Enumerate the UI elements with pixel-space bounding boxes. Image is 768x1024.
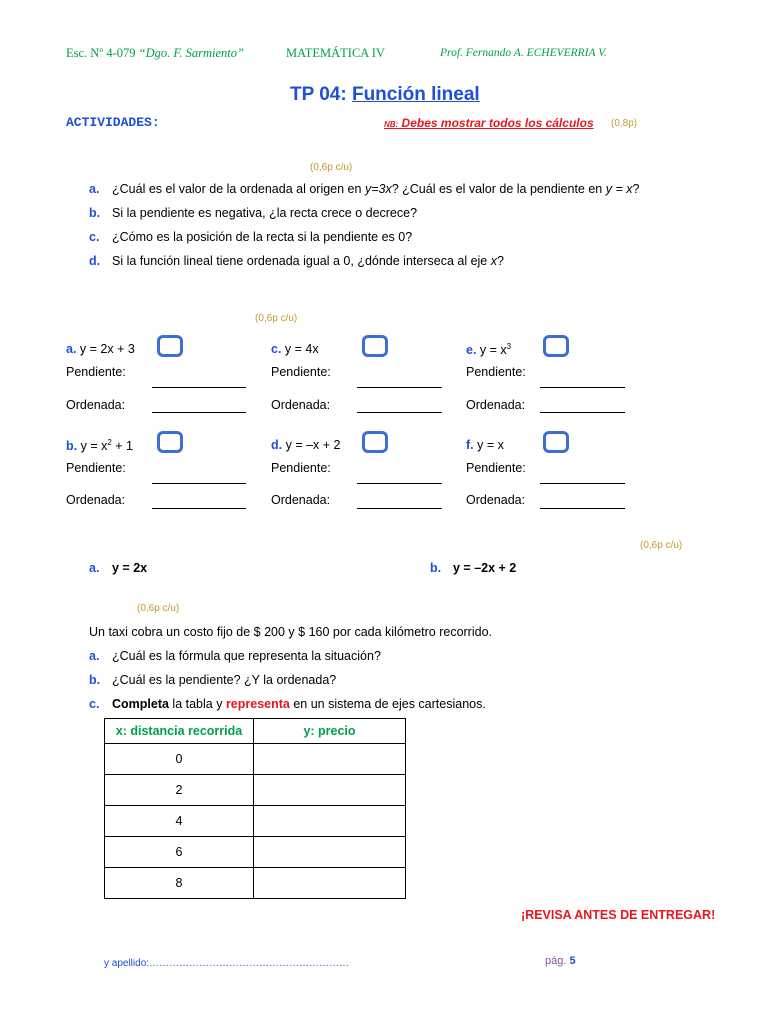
subject-name: MATEMÁTICA IV (286, 46, 385, 60)
slope-answer-line-f[interactable] (540, 483, 625, 484)
slope-label: Pendiente: (466, 461, 526, 475)
section3-points: (0,6p c/u) (640, 540, 683, 551)
question-d: d. Si la función lineal tiene ordenada igual a 0, ¿dónde interseca al eje x? (89, 254, 504, 268)
function-f: f. y = x (466, 438, 504, 452)
table-cell-y[interactable] (254, 775, 406, 806)
intercept-label: Ordenada: (66, 398, 126, 412)
function-c: c. y = 4x (271, 342, 319, 356)
intercept-answer-line-c[interactable] (357, 412, 442, 413)
intercept-label: Ordenada: (466, 493, 526, 507)
school-name: Esc. Nº 4-079 “Dgo. F. Sarmiento” (66, 46, 244, 60)
section2-points: (0,6p c/u) (255, 313, 298, 324)
slope-answer-line-e[interactable] (540, 387, 625, 388)
table-cell-x: 0 (105, 744, 254, 775)
table-header-row (105, 719, 406, 744)
answer-checkbox-d[interactable] (362, 431, 388, 453)
function-a: a. y = 2x + 3 (66, 342, 135, 356)
column-header-x: x: distancia recorrida (105, 719, 254, 744)
note-points: (0,8p) (611, 118, 638, 129)
page-title: TP 04: Función lineal (290, 84, 480, 105)
slope-answer-line-b[interactable] (152, 483, 246, 484)
table-cell-y[interactable] (254, 806, 406, 837)
intercept-answer-line-a[interactable] (152, 412, 246, 413)
taxi-table (104, 718, 406, 899)
question-a: a. ¿Cuál es el valor de la ordenada al origen en y=3x? ¿Cuál es el valor de la pendiente en y = x? (89, 182, 640, 196)
calculation-note: NB: Debes mostrar todos los cálculos (384, 116, 594, 130)
table-row (105, 868, 406, 899)
section1-points: (0,6p c/u) (310, 162, 353, 173)
table-cell-x: 2 (105, 775, 254, 806)
answer-checkbox-e[interactable] (543, 335, 569, 357)
intercept-label: Ordenada: (271, 398, 331, 412)
table-cell-y[interactable] (254, 868, 406, 899)
taxi-question-a: a. ¿Cuál es la fórmula que representa la situación? (89, 649, 381, 663)
slope-answer-line-d[interactable] (357, 483, 442, 484)
slope-answer-line-a[interactable] (152, 387, 246, 388)
answer-checkbox-a[interactable] (157, 335, 183, 357)
taxi-question-c: c. Completa la tabla y representa en un sistema de ejes cartesianos. (89, 697, 486, 711)
activities-label: ACTIVIDADES: (66, 115, 160, 130)
review-reminder: ¡REVISA ANTES DE ENTREGAR! (521, 908, 716, 922)
intercept-answer-line-f[interactable] (540, 508, 625, 509)
function-b: b. $y = x^2 + 1$ (66, 438, 133, 454)
table-row (105, 744, 406, 775)
answer-checkbox-b[interactable] (157, 431, 183, 453)
slope-label: Pendiente: (66, 365, 126, 379)
table-cell-x: 8 (105, 868, 254, 899)
question-b: b. Si la pendiente es negativa, ¿la recta crece o decrece? (89, 206, 418, 220)
slope-label: Pendiente: (271, 365, 331, 379)
function-e: e. $y = x^3$ (466, 342, 512, 358)
answer-checkbox-f[interactable] (543, 431, 569, 453)
table-row (105, 837, 406, 868)
page-number: pág. 5 (545, 955, 576, 967)
teacher-name: Prof. Fernando A. ECHEVERRIA V. (440, 47, 607, 59)
question-c: c. ¿Cómo es la posición de la recta si la pendiente es 0? (89, 230, 413, 244)
name-field[interactable]: y apellido:…………………………………………………… (104, 958, 350, 969)
answer-checkbox-c[interactable] (362, 335, 388, 357)
intercept-label: Ordenada: (66, 493, 126, 507)
table-cell-x: 6 (105, 837, 254, 868)
table-cell-y[interactable] (254, 744, 406, 775)
intercept-answer-line-d[interactable] (357, 508, 442, 509)
intercept-answer-line-b[interactable] (152, 508, 246, 509)
table-cell-y[interactable] (254, 837, 406, 868)
graph-function-b: b. y = –2x + 2 (430, 561, 517, 575)
intercept-answer-line-e[interactable] (540, 412, 625, 413)
intercept-label: Ordenada: (466, 398, 526, 412)
intercept-label: Ordenada: (271, 493, 331, 507)
slope-answer-line-c[interactable] (357, 387, 442, 388)
column-header-y: y: precio (254, 719, 406, 744)
slope-label: Pendiente: (271, 461, 331, 475)
taxi-question-b: b. ¿Cuál es la pendiente? ¿Y la ordenada? (89, 673, 337, 687)
table-cell-x: 4 (105, 806, 254, 837)
table-row (105, 775, 406, 806)
table-row (105, 806, 406, 837)
slope-label: Pendiente: (466, 365, 526, 379)
graph-function-a: a. y = 2x (89, 561, 148, 575)
section4-points: (0,6p c/u) (137, 603, 180, 614)
taxi-problem-intro: Un taxi cobra un costo fijo de $ 200 y $ 160 por cada kilómetro recorrido. (89, 625, 492, 639)
slope-label: Pendiente: (66, 461, 126, 475)
function-d: d. y = –x + 2 (271, 438, 341, 452)
